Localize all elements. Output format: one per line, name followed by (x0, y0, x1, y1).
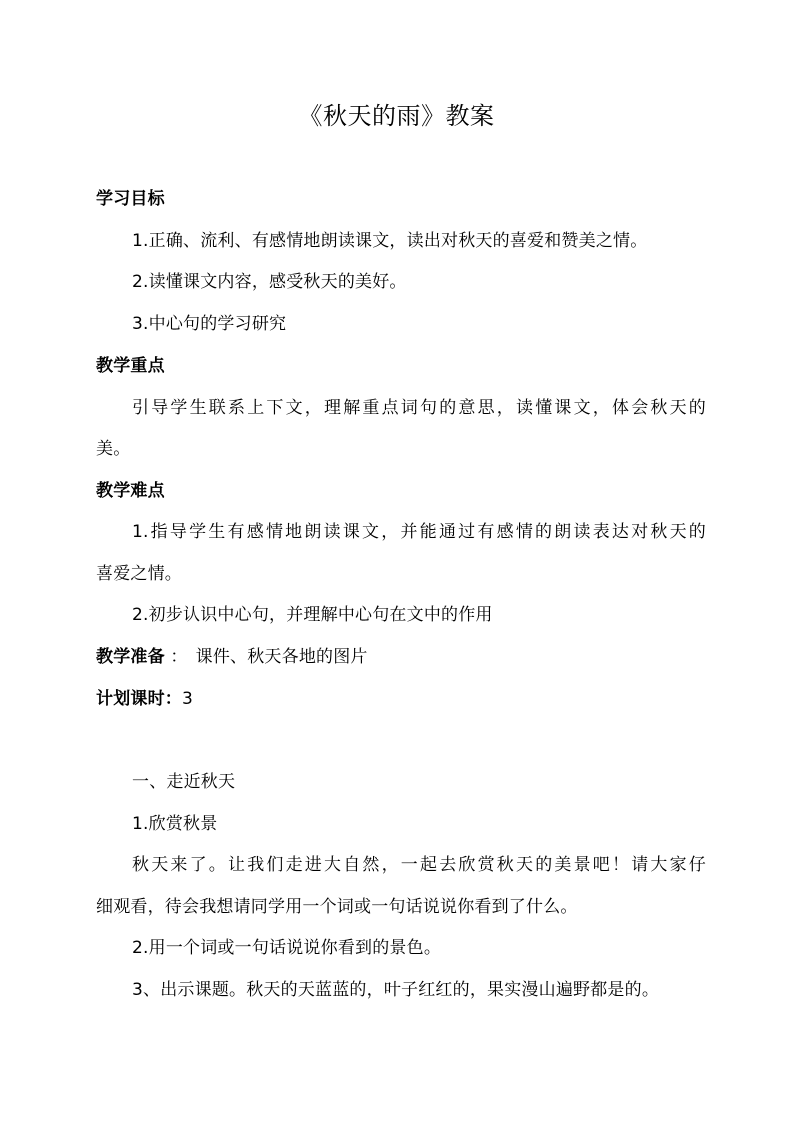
difficulty-item-2: 2.初步认识中心句，并理解中心句在文中的作用 (132, 605, 493, 625)
document-title: 《秋天的雨》教案 (298, 102, 495, 130)
planned-hours-value: 3 (182, 689, 194, 709)
learning-goal-item-3: 3.中心句的学习研究 (132, 314, 287, 334)
section-1-sub-2: 2.用一个词或一句话说说你看到的景色。 (132, 938, 442, 958)
learning-goals-heading: 学习目标 (96, 189, 165, 209)
difficulty-item-1-line-1: 1.指导学生有感情地朗读课文，并能通过有感情的朗读表达对秋天的 (132, 522, 706, 542)
section-1-sub-1: 1.欣赏秋景 (132, 814, 218, 834)
preparation-label: 教学准备 (96, 647, 165, 667)
planned-hours-label: 计划课时： (96, 689, 182, 709)
section-1-heading: 一、走近秋天 (132, 772, 236, 792)
key-points-heading: 教学重点 (96, 356, 165, 376)
difficulties-heading: 教学难点 (96, 481, 165, 501)
section-1-paragraph-line-2: 细观看，待会我想请同学用一个词或一句话说说你看到了什么。 (96, 897, 578, 917)
key-points-text-line-1: 引导学生联系上下文，理解重点词句的意思，读懂课文，体会秋天的 (132, 398, 706, 418)
preparation-value: 课件、秋天各地的图片 (195, 647, 368, 667)
section-1-sub-3: 3、出示课题。秋天的天蓝蓝的，叶子红红的，果实漫山遍野都是的。 (132, 980, 660, 1000)
planned-hours-line (96, 688, 706, 710)
preparation-separator: ： (164, 647, 188, 667)
learning-goal-item-2: 2.读懂课文内容，感受秋天的美好。 (132, 272, 407, 292)
preparation-line (96, 646, 706, 668)
key-points-text-line-2: 美。 (96, 439, 131, 459)
learning-goal-item-1: 1.正确、流利、有感情地朗读课文，读出对秋天的喜爱和赞美之情。 (132, 231, 648, 251)
difficulty-item-1-line-2: 喜爱之情。 (96, 564, 182, 584)
section-1-paragraph-line-1: 秋天来了。让我们走进大自然，一起去欣赏秋天的美景吧！请大家仔 (132, 855, 706, 875)
